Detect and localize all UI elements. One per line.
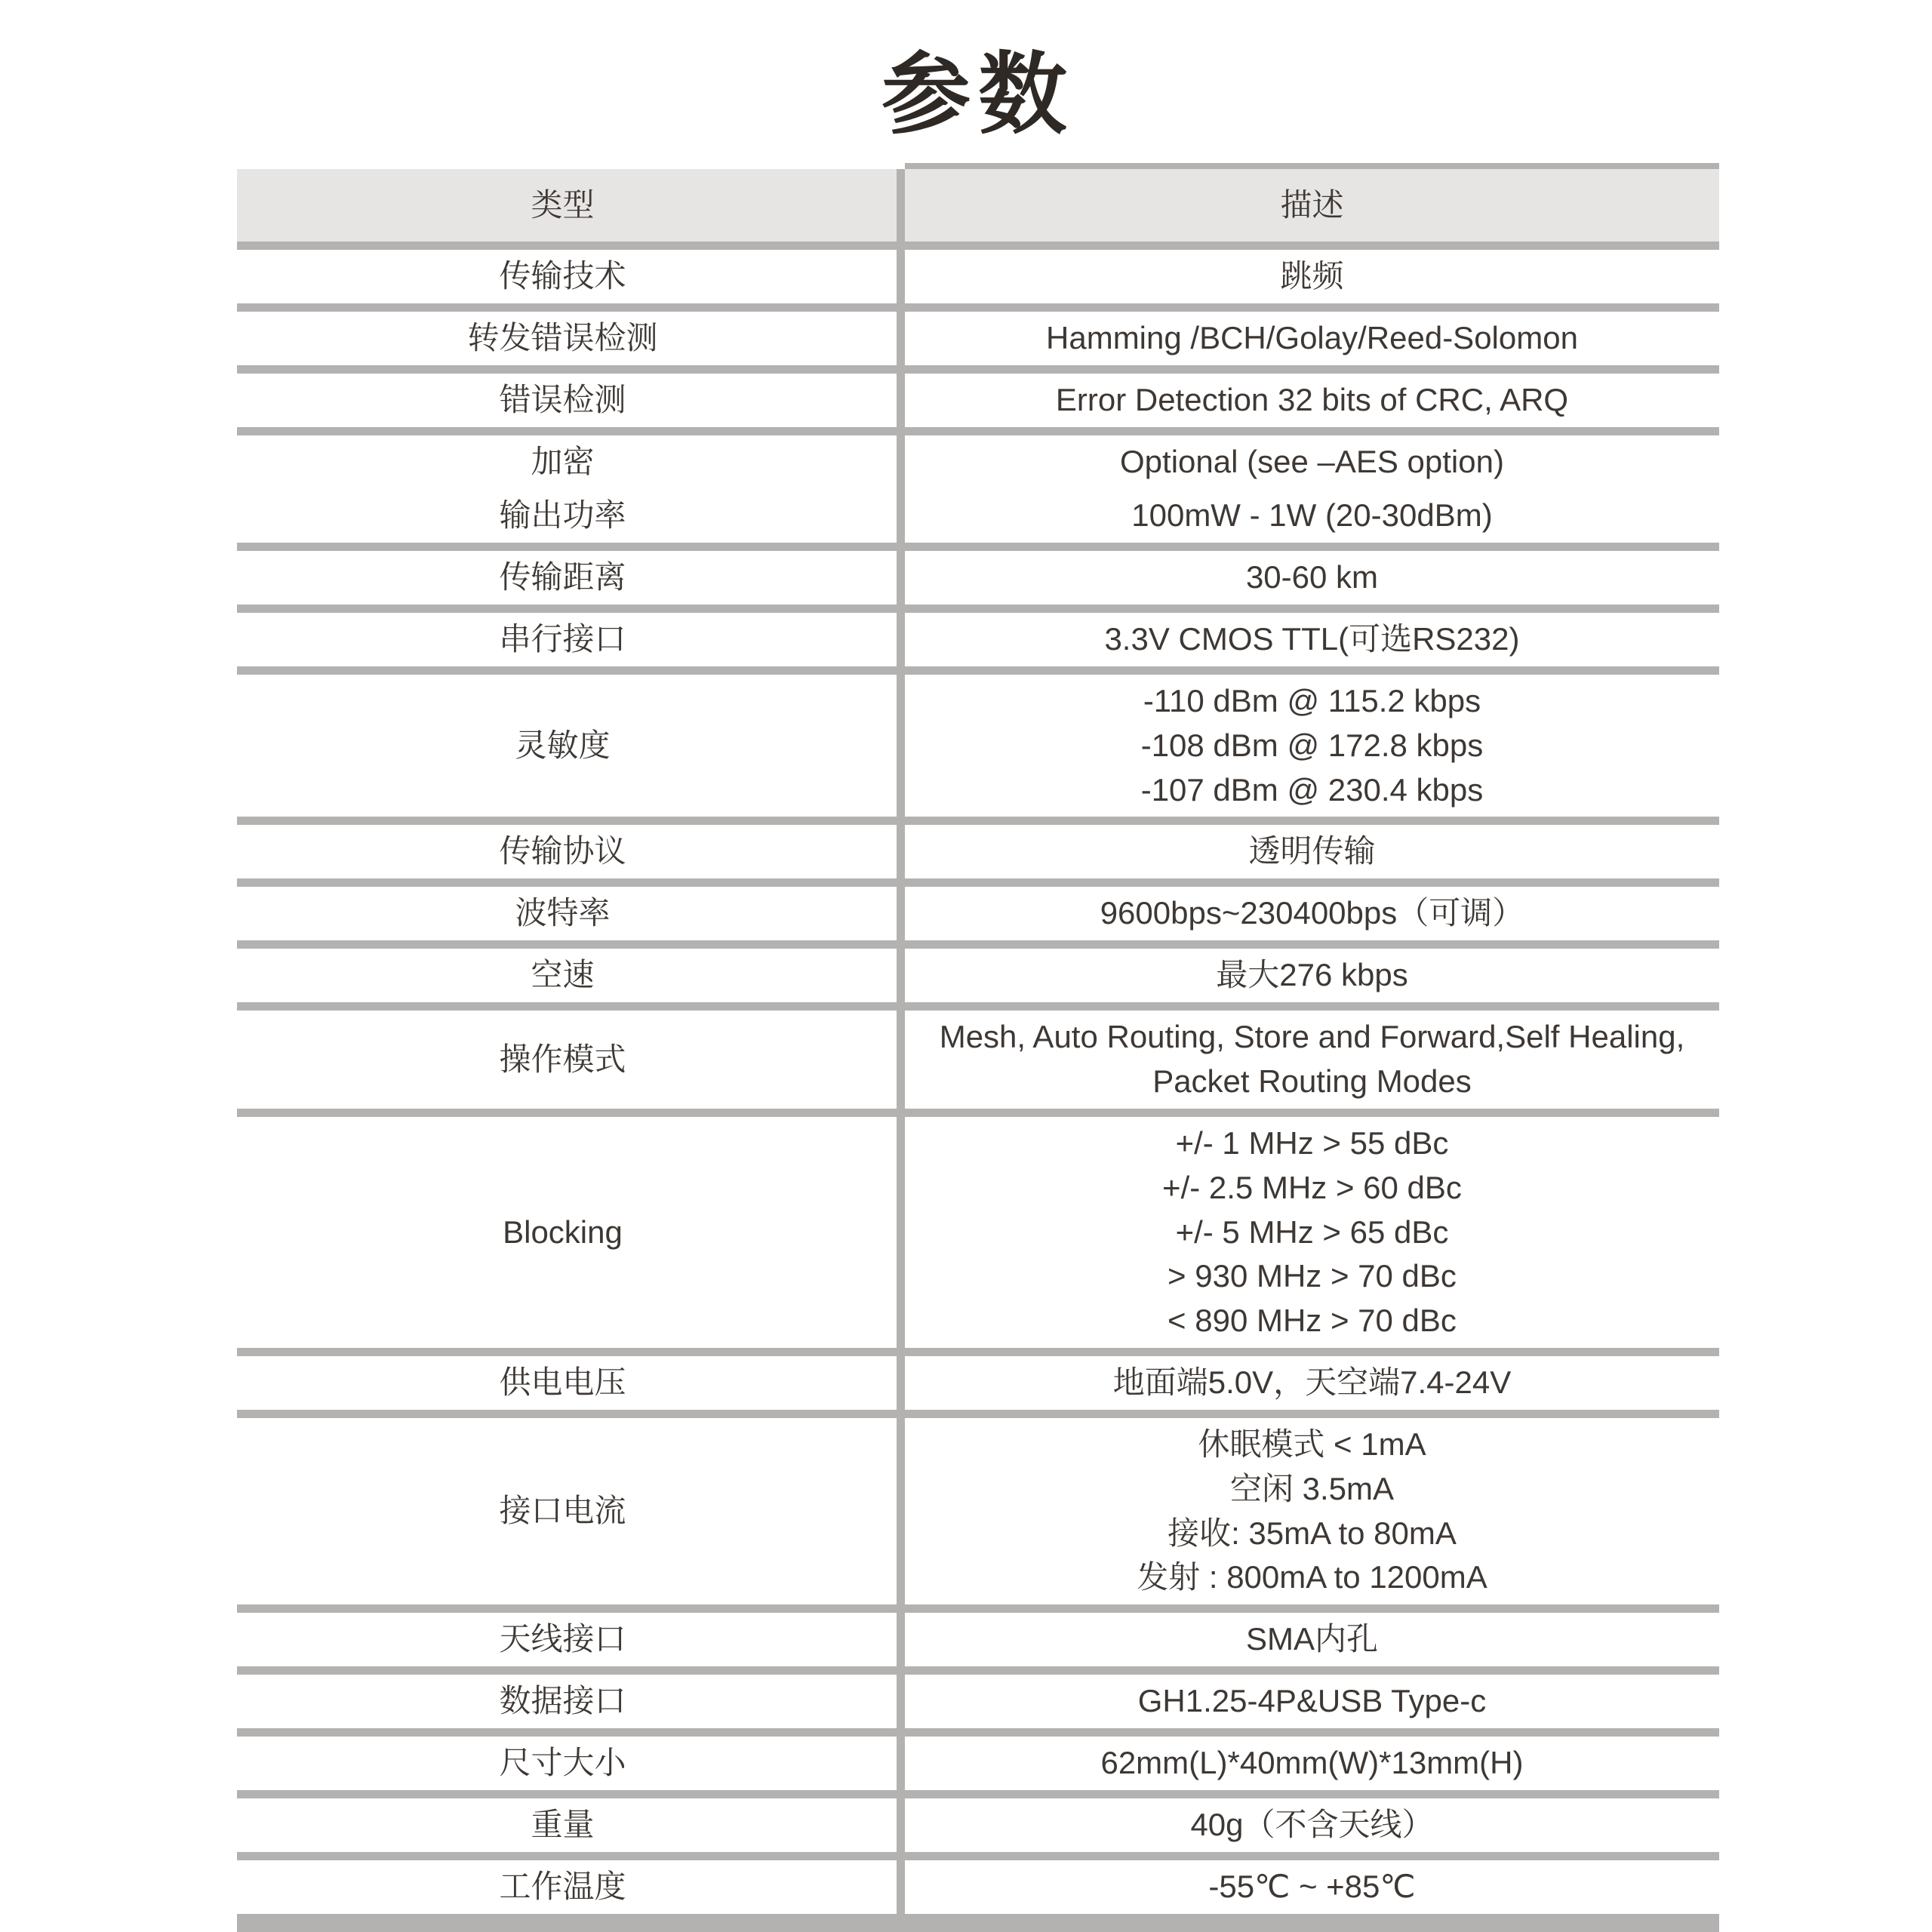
row-value-line: -108 dBm @ 172.8 kbps [1140, 727, 1484, 763]
row-value [897, 1613, 1719, 1666]
row-value-line: Mesh, Auto Routing, Store and Forward,Self Healing, [939, 1019, 1685, 1055]
row-value-line: +/- 1 MHz > 55 dBc [1175, 1124, 1449, 1161]
table-row [237, 825, 1719, 887]
row-value [897, 489, 1719, 543]
row-label: Blocking [503, 1214, 623, 1250]
row-value [897, 613, 1719, 666]
row-value-line: 地面端5.0V，天空端7.4-24V [1112, 1364, 1512, 1401]
row-value-line: -55℃ ~ +85℃ [1208, 1869, 1416, 1905]
row-label: 天线接口 [499, 1621, 626, 1657]
table-row [237, 1798, 1719, 1860]
table-row [237, 374, 1719, 435]
spec-table [237, 169, 1719, 1932]
row-value [897, 551, 1719, 605]
row-value [897, 949, 1719, 1002]
column-header-type: 类型 [531, 186, 595, 223]
table-row [237, 1117, 1719, 1356]
row-value-line: Error Detection 32 bits of CRC, ARQ [1055, 382, 1569, 418]
header-top-border-right [905, 163, 1719, 169]
table-row [237, 949, 1719, 1011]
table-row [237, 312, 1719, 374]
table-row [237, 675, 1719, 825]
row-label: 操作模式 [499, 1041, 626, 1077]
row-label: 工作温度 [499, 1869, 626, 1905]
row-value-line: -107 dBm @ 230.4 kbps [1140, 771, 1484, 808]
table-row [237, 613, 1719, 675]
row-value-line: 发射 : 800mA to 1200mA [1137, 1559, 1487, 1595]
row-label: 传输技术 [499, 258, 626, 294]
row-value-line: 跳频 [1280, 258, 1344, 294]
row-value-line: SMA内孔 [1245, 1621, 1378, 1657]
row-value-line: Hamming /BCH/Golay/Reed-Solomon [1046, 320, 1578, 356]
row-value [897, 250, 1719, 303]
row-label: 波特率 [515, 895, 611, 931]
table-header-row [237, 169, 1719, 250]
row-value-line: +/- 5 MHz > 65 dBc [1175, 1214, 1449, 1250]
row-label: 重量 [531, 1807, 595, 1843]
row-value [897, 374, 1719, 427]
row-value [897, 675, 1719, 817]
row-value [897, 435, 1719, 489]
row-label: 串行接口 [499, 621, 626, 657]
row-value [897, 1117, 1719, 1348]
table-row [237, 551, 1719, 613]
row-value-line: Packet Routing Modes [1152, 1063, 1472, 1100]
row-value [897, 312, 1719, 365]
column-header-description: 描述 [1280, 186, 1344, 223]
row-value-line: GH1.25-4P&USB Type-c [1137, 1683, 1487, 1719]
row-value [897, 1737, 1719, 1790]
row-value-line: 100mW - 1W (20-30dBm) [1131, 497, 1493, 534]
row-value-line: 透明传输 [1248, 833, 1376, 869]
table-body [237, 250, 1719, 1932]
row-value [897, 1675, 1719, 1728]
row-label: 转发错误检测 [467, 320, 658, 356]
row-value [897, 1011, 1719, 1109]
row-value [897, 1356, 1719, 1410]
row-value-line: Optional (see –AES option) [1120, 444, 1504, 480]
row-value-line: > 930 MHz > 70 dBc [1168, 1258, 1457, 1294]
row-value [897, 887, 1719, 940]
row-label: 尺寸大小 [499, 1745, 626, 1781]
table-row [237, 1860, 1719, 1932]
table-row [237, 1356, 1719, 1418]
table-row [237, 435, 1719, 489]
row-value-line: 40g（不含天线） [1190, 1807, 1434, 1843]
row-label: 灵敏度 [515, 727, 611, 763]
page-title: 参数 [881, 45, 1075, 145]
row-value-line: 62mm(L)*40mm(W)*13mm(H) [1100, 1745, 1524, 1781]
row-value-line: 9600bps~230400bps（可调） [1100, 895, 1524, 931]
row-value-line: < 890 MHz > 70 dBc [1168, 1303, 1457, 1339]
table-row [237, 1675, 1719, 1737]
row-label: 错误检测 [499, 382, 626, 418]
row-label: 传输协议 [499, 833, 626, 869]
row-value-line: 最大276 kbps [1216, 957, 1408, 993]
row-label: 加密 [531, 444, 595, 480]
row-value-line: +/- 2.5 MHz > 60 dBc [1162, 1169, 1462, 1205]
row-label: 传输距离 [499, 559, 626, 595]
row-label: 供电电压 [499, 1364, 626, 1401]
row-value-line: 休眠模式 < 1mA [1198, 1426, 1426, 1462]
table-row [237, 1011, 1719, 1117]
table-row [237, 887, 1719, 949]
row-label: 数据接口 [499, 1683, 626, 1719]
table-row [237, 1418, 1719, 1613]
row-label: 输出功率 [499, 497, 626, 534]
row-value-line: -110 dBm @ 115.2 kbps [1143, 683, 1481, 718]
table-row [237, 1613, 1719, 1675]
row-value [897, 1860, 1719, 1914]
row-label: 接口电流 [499, 1493, 626, 1529]
row-value [897, 1798, 1719, 1852]
row-value-line: 空闲 3.5mA [1229, 1470, 1395, 1506]
row-value-line: 30-60 km [1245, 559, 1379, 595]
row-value-line: 3.3V CMOS TTL(可选RS232) [1104, 621, 1520, 657]
row-label: 空速 [531, 957, 595, 993]
column-divider [897, 169, 905, 1932]
table-row [237, 1737, 1719, 1798]
table-row [237, 250, 1719, 312]
table-row [237, 489, 1719, 551]
row-value [897, 1418, 1719, 1604]
row-value [897, 825, 1719, 878]
row-value-line: 接收: 35mA to 80mA [1168, 1515, 1457, 1551]
